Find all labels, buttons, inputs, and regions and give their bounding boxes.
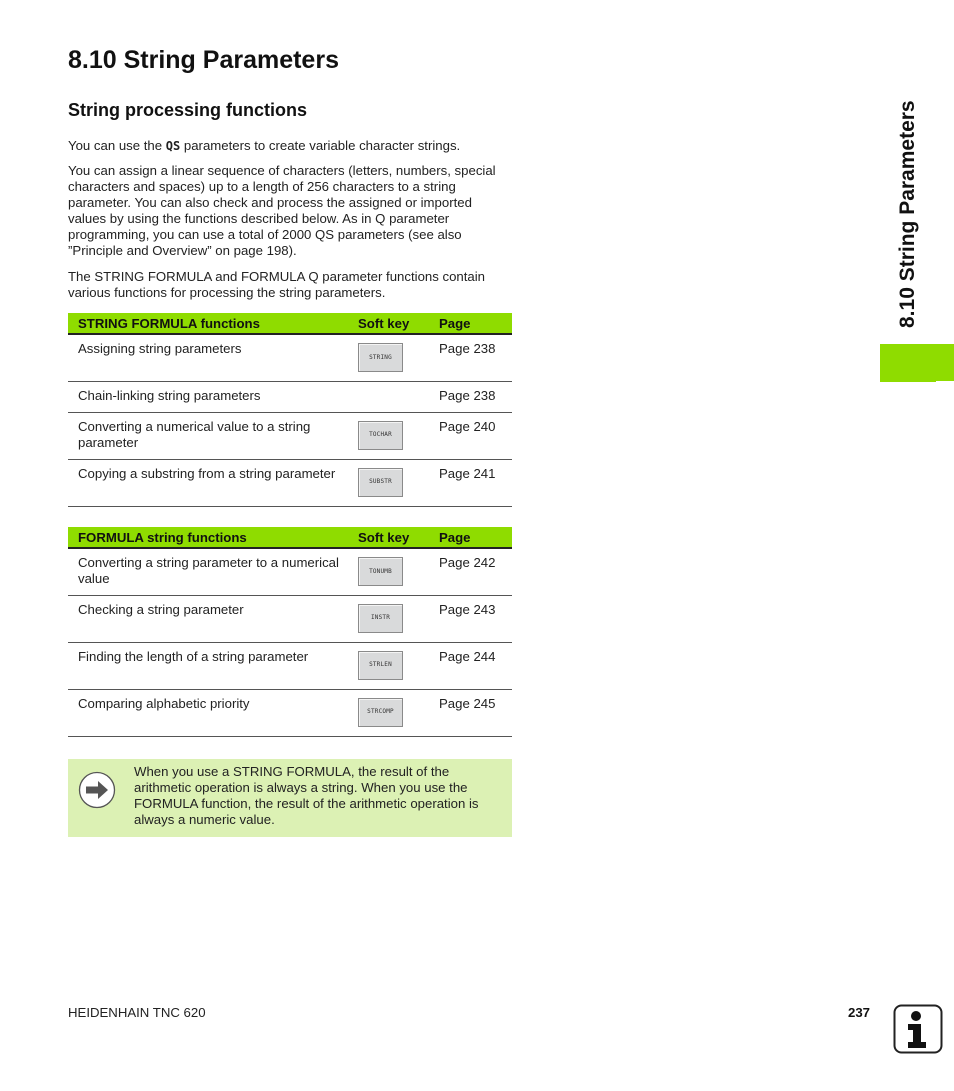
string-formula-table: [68, 313, 512, 507]
softkey-cell: [348, 689, 429, 736]
footer-product: HEIDENHAIN TNC 620: [68, 1005, 206, 1020]
function-name: Converting a numerical value to a string parameter: [68, 412, 348, 459]
page-title: 8.10 String Parameters: [68, 46, 339, 74]
page-ref: Page 241: [429, 459, 512, 506]
page-ref: Page 243: [429, 595, 512, 642]
softkey-cell: [348, 595, 429, 642]
info-icon: [893, 1004, 943, 1054]
intro-before: You can use the: [68, 138, 166, 153]
softkey-button[interactable]: STRCOMP: [358, 698, 403, 727]
description-paragraph: You can assign a linear sequence of characters (letters, numbers, special characters and spaces) up to a length of 256 characters to a string parameter. You can also check and process the assigned or imported values by using the functions described below. As in Q parameter programming, you can use a total of 2000 QS parameters (see also ”Principle and Overview” on page 198).: [68, 163, 496, 258]
note-text: When you use a STRING FORMULA, the result of the arithmetic operation is always a string. When you use the FORMULA function, the result of the arithmetic operation is always a numeric value.: [134, 764, 479, 827]
table-row: [68, 412, 512, 459]
function-name: Checking a string parameter: [68, 595, 348, 642]
table-header-row: [68, 313, 512, 334]
arrow-right-icon: [78, 771, 116, 809]
softkey-button[interactable]: STRING: [358, 343, 403, 372]
side-tab-underline: [880, 381, 936, 382]
functions-paragraph: The STRING FORMULA and FORMULA Q parameter functions contain various functions for processing the string parameters.: [68, 269, 486, 300]
header-page: Page: [429, 527, 512, 548]
softkey-button[interactable]: SUBSTR: [358, 468, 403, 497]
function-name: Finding the length of a string parameter: [68, 642, 348, 689]
function-name: Assigning string parameters: [68, 334, 348, 381]
table-row: [68, 595, 512, 642]
intro-after: parameters to create variable character strings.: [180, 138, 461, 153]
header-softkey: Soft key: [348, 527, 429, 548]
page-ref: Page 245: [429, 689, 512, 736]
header-function: FORMULA string functions: [68, 527, 348, 548]
intro-paragraph: [68, 138, 513, 154]
side-tab-marker: [880, 344, 954, 381]
page-ref: Page 244: [429, 642, 512, 689]
softkey-button[interactable]: TOCHAR: [358, 421, 403, 450]
table-row: [68, 459, 512, 506]
softkey-cell: [348, 334, 429, 381]
softkey-button[interactable]: INSTR: [358, 604, 403, 633]
header-function: STRING FORMULA functions: [68, 313, 348, 334]
softkey-button[interactable]: STRLEN: [358, 651, 403, 680]
softkey-cell: [348, 459, 429, 506]
section-title: String processing functions: [68, 100, 308, 120]
function-name: Comparing alphabetic priority: [68, 689, 348, 736]
table-row: [68, 334, 512, 381]
table-row: [68, 689, 512, 736]
header-softkey: Soft key: [348, 313, 429, 334]
formula-string-table: [68, 527, 512, 737]
function-name: Converting a string parameter to a numerical value: [68, 548, 348, 595]
softkey-cell: [348, 642, 429, 689]
note-box: [68, 759, 512, 837]
page-ref: Page 240: [429, 412, 512, 459]
table-row: [68, 642, 512, 689]
softkey-cell: [348, 548, 429, 595]
page-number: 237: [848, 1005, 871, 1020]
page-ref: Page 238: [429, 334, 512, 381]
header-page: Page: [429, 313, 512, 334]
page-ref: Page 238: [429, 381, 512, 412]
table-row: [68, 381, 512, 412]
table-header-row: [68, 527, 512, 548]
softkey-button[interactable]: TONUMB: [358, 557, 403, 586]
table-row: [68, 548, 512, 595]
softkey-cell: [348, 381, 429, 412]
softkey-cell: [348, 412, 429, 459]
function-name: Copying a substring from a string parameter: [68, 459, 348, 506]
page-ref: Page 242: [429, 548, 512, 595]
function-name: Chain-linking string parameters: [68, 381, 348, 412]
qs-code: QS: [165, 139, 181, 153]
